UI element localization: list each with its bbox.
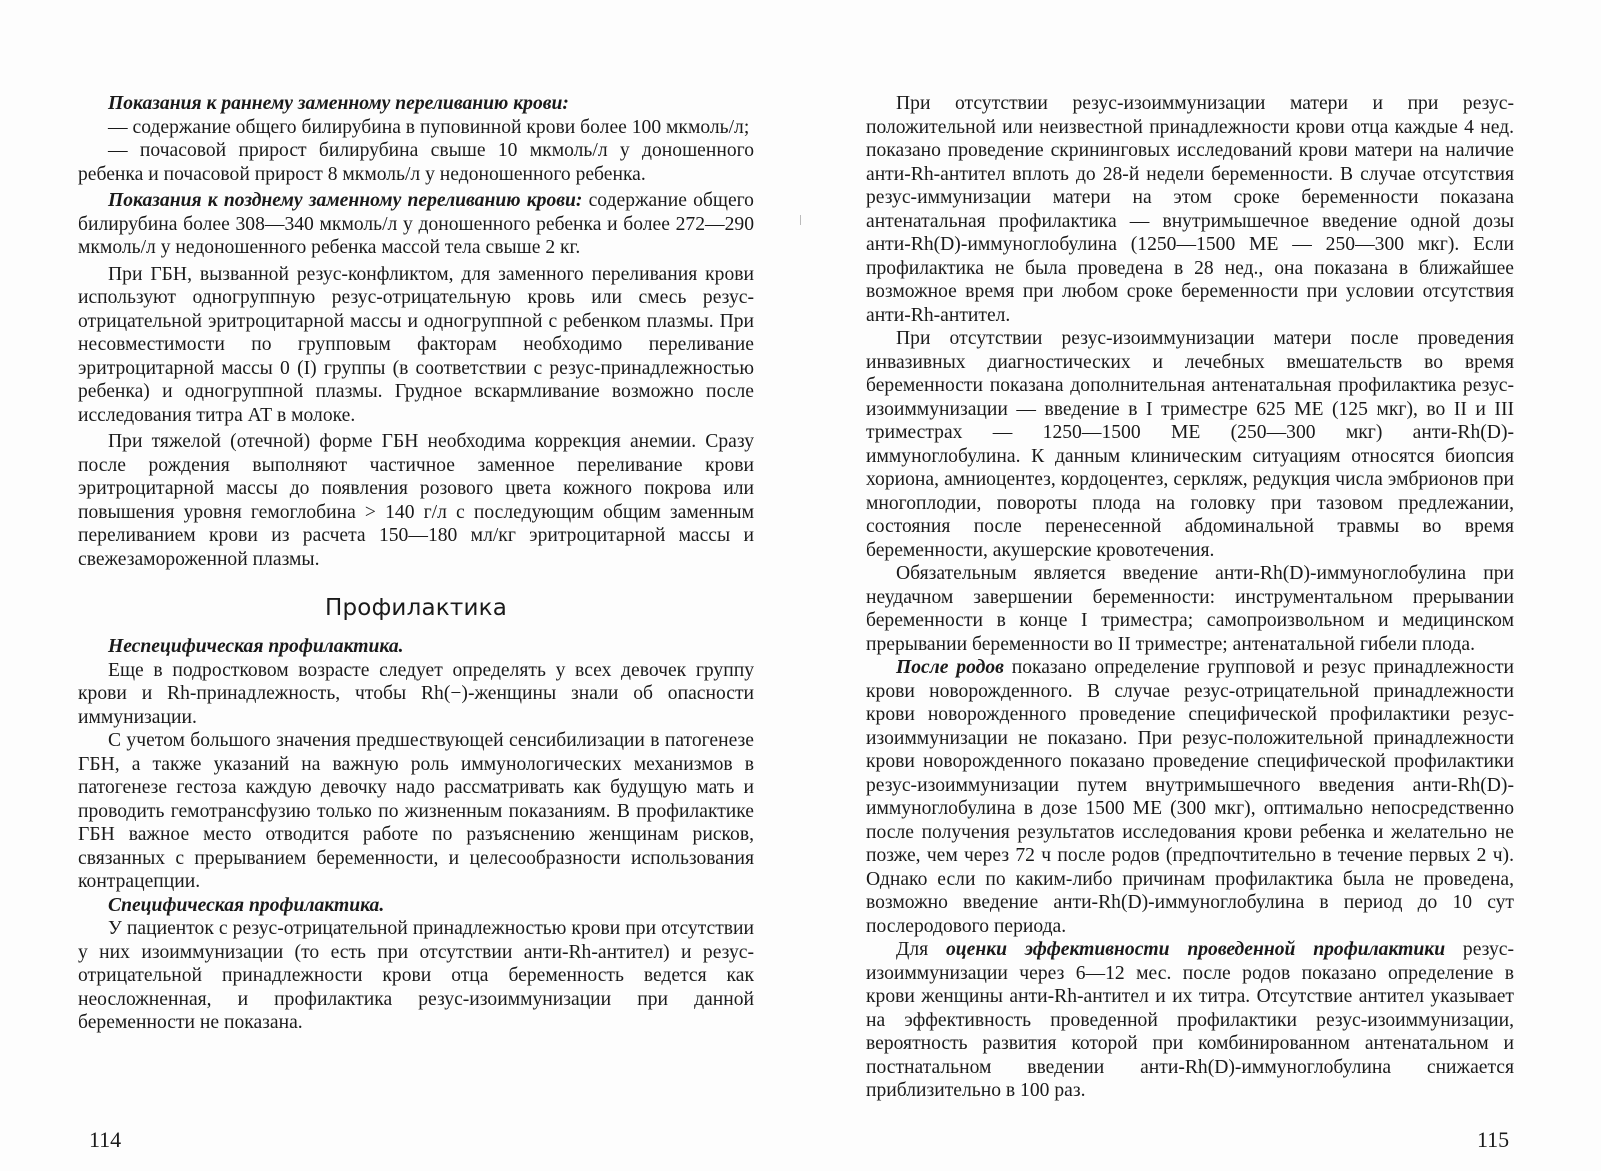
edematous-form-paragraph: При тяжелой (отечной) форме ГБН необходима коррекция анемии. Сразу после рождения выполняют частичное заменное переливание крови эритроцитарной массы до появления розового цвета кожного покрова или повышения уровня гемоглобина > 140 г/л с последующим общим заменным переливанием крови из расчета 150—180 мл/кг эритроцитарной массы и свежезамороженной плазмы.	[78, 431, 754, 570]
sensitization-paragraph: С учетом большого значения предшествующей сенсибилизации в патогенезе ГБН, а также указаний на важную роль иммунологических механизмов в патогенезе гестоза каждую девочку надо рассматривать как будущую мать и проводить гемотрансфузию только по жизненным показаниям. В профилактике ГБН важное место отводится работе по разъяснению женщинам рисков, связанных с прерыванием беременности, и целесообразности использования контрацепции.	[78, 730, 754, 892]
early-exchange-item-1: — содержание общего билирубина в пуповинной крови более 100 мкмоль/л;	[108, 116, 750, 138]
specific-prophylaxis-heading: Специфическая профилактика.	[108, 894, 385, 916]
page-number-left: 114	[89, 1127, 122, 1152]
rh-conflict-paragraph: При ГБН, вызванной резус-конфликтом, для заменного переливания крови используют одногруппную резус-отрицательную кровь или смесь резус-отрицательной эритроцитарной массы и одногруппной с ребенком плазмы. При несовместимости по групповым факторам необходимо переливание эритроцитарной массы 0 (I) группы (в соответствии с резус-принадлежностью ребенка) и одногруппной плазмы. Грудное вскармливание возможно после исследования титра АТ в молоке.	[78, 263, 754, 426]
efficacy-assessment-paragraph: Для оценки эффективности проведенной профилактики резус-изоиммунизации через 6—12 мес. после родов показано определение в крови женщины анти-Rh-антител и их титра. Отсутствие антител указывает на эффективность проведенной профилактики резус-изоиммунизации, вероятность развития которой при комбинированном антенатальном и постнатальном введении анти-Rh(D)-иммуноглобулина снижается приблизительно в 100 раз.	[866, 939, 1514, 1101]
late-exchange-paragraph: Показания к позднему заменному переливанию крови: содержание общего билирубина более 308—340 мкмоль/л у доношенного ребенка и более 272—290 мкмоль/л у недоношенного ребенка массой тела свыше 2 кг.	[78, 190, 754, 258]
adolescent-paragraph: Еще в подростковом возрасте следует определять у всех девочек группу крови и Rh-принадлежность, чтобы Rh(−)-женщины знали об опасности иммунизации.	[78, 659, 754, 728]
early-exchange-heading: Показания к раннему заменному переливанию крови:	[108, 93, 569, 114]
screening-paragraph: При отсутствии резус-изоиммунизации матери и при резус-положительной или неизвестной принадлежности крови отца каждые 4 нед. показано проведение скрининговых исследований крови матери на наличие анти-Rh-антител вплоть до 28-й недели беременности. В случае отсутствия резус-иммунизации матери на этом сроке беременности показана антенатальная профилактика — внутримышечное введение одной дозы анти-Rh(D)-иммуноглобулина (1250—1500 МЕ — 250—300 мкг). Если профилактика не была проведена в 28 нед., она показана в ближайшее возможное время при любом сроке беременности при условии отсутствия анти-Rh-антител.	[866, 93, 1514, 326]
page-number-right: 115	[1477, 1127, 1510, 1152]
section-heading: Профилактика	[325, 595, 507, 621]
nonspecific-prophylaxis-heading: Неспецифическая профилактика.	[108, 636, 404, 657]
early-exchange-item-2: — почасовой прирост билирубина свыше 10 мкмоль/л у доношенного ребенка и почасовой прирост 8 мкмоль/л у недоношенного ребенка.	[78, 140, 754, 185]
after-birth-paragraph: После родов показано определение групповой и резус принадлежности крови новорожденного. В случае резус-отрицательной принадлежности крови новорожденного проведение специфической профилактики резус-изоиммунизации не показано. При резус-положительной принадлежности крови новорожденного показано проведение специфической профилактики резус-изоиммунизации путем внутримышечного введения анти-Rh(D)-иммуноглобулина в дозе 1500 МЕ (300 мкг), оптимально непосредственно после получения результатов исследования крови ребенка и желательно не позже, чем через 72 ч после родов (предпочтительно в течение первых 2 ч). Однако если по каким-либо причинам профилактика была не проведена, возможно введение анти-Rh(D)-иммуноглобулина в период до 10 сут послеродового периода.	[866, 657, 1514, 937]
invasive-procedures-paragraph: При отсутствии резус-изоиммунизации матери после проведения инвазивных диагностических и лечебных вмешательств во время беременности показана дополнительная антенатальная профилактика резус-изоиммунизации — введение в I триместре 625 МЕ (125 мкг), во II и III триместрах — 1250—1500 МЕ (250—300 мкг) анти-Rh(D)-иммуноглобулина. К данным клиническим ситуациям относятся биопсия хориона, амниоцентез, кордоцентез, серкляж, редукция числа эмбрионов при многоплодии, повороты плода на головку при тазовом предлежании, состояния после перенесенной абдоминальной травмы во время беременности, акушерские кровотечения.	[866, 328, 1514, 561]
rh-negative-patients-paragraph: У пациенток с резус-отрицательной принадлежностью крови при отсутствии у них изоиммунизации (то есть при отсутствии анти-Rh-антител) и резус-отрицательной принадлежности крови отца беременность ведется как неосложненная, и профилактика резус-изоиммунизации при данной беременности не показана.	[78, 918, 754, 1033]
mandatory-administration-paragraph: Обязательным является введение анти-Rh(D)-иммуноглобулина при неудачном завершении беременности: инструментальном прерывании беременности в конце I триместра; самопроизвольном и медицинском прерывании беременности во II триместре; антенатальной гибели плода.	[866, 563, 1514, 655]
gutter-mark	[800, 215, 801, 225]
left-page	[78, 92, 754, 1035]
right-page	[866, 92, 1514, 1103]
